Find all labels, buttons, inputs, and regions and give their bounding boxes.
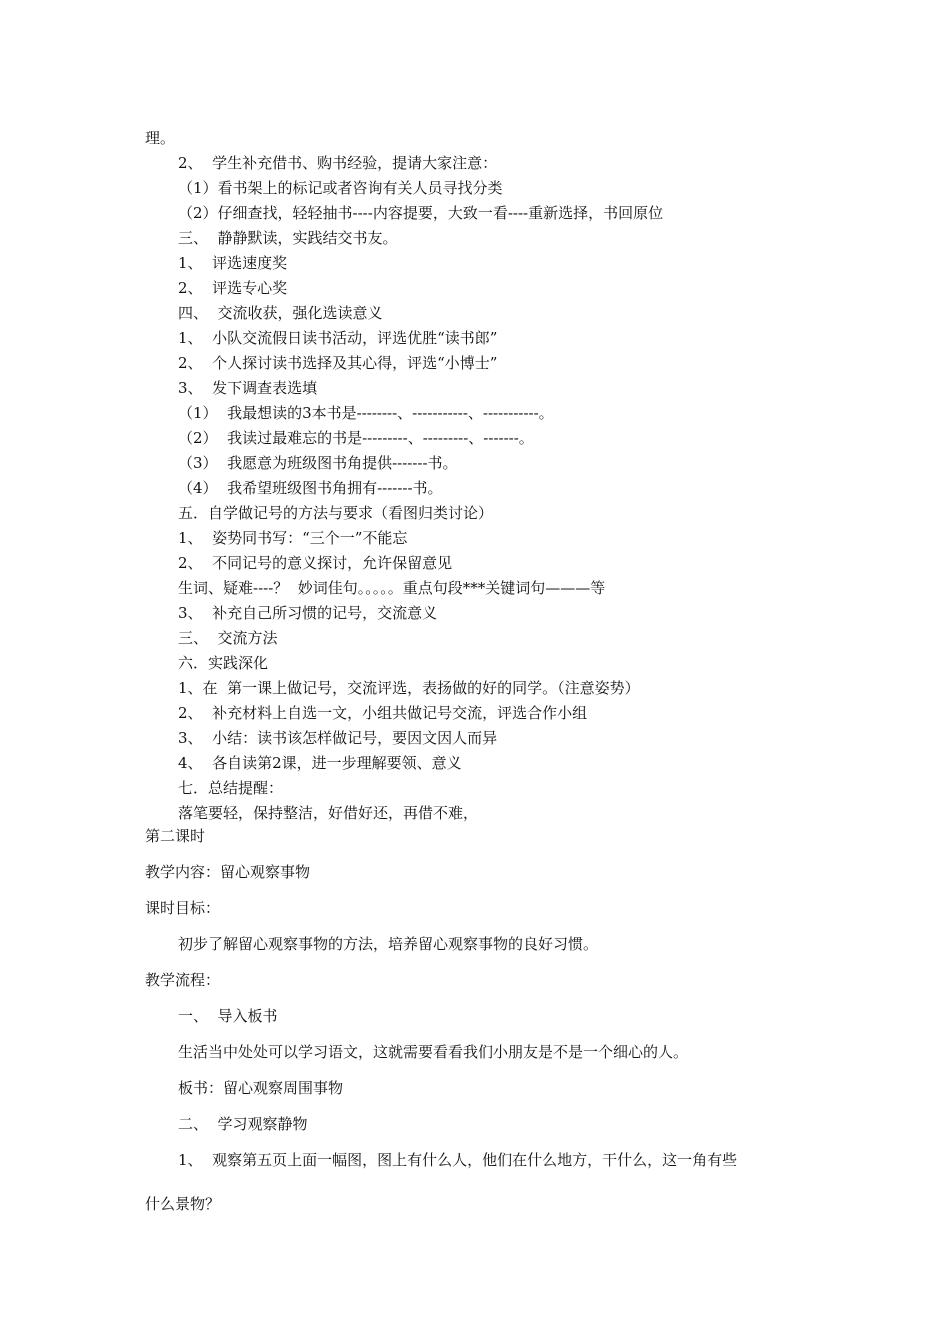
text-line: 六．实践深化 xyxy=(178,654,269,672)
text-line: 课时目标： xyxy=(145,899,221,917)
text-line: 1、在 第一课上做记号，交流评选，表扬做的好的同学。（注意姿势） xyxy=(178,679,640,697)
text-line: 三、 静静默读，实践结交书友。 xyxy=(178,229,398,247)
text-line: 3、 小结：读书该怎样做记号，要因文因人而异 xyxy=(178,729,498,747)
text-line: 板书：留心观察周围事物 xyxy=(178,1079,344,1097)
text-line: （3） 我愿意为班级图书角提供-------书。 xyxy=(178,454,458,472)
text-line: 2、 个人探讨读书选择及其心得，评选“小博士” xyxy=(178,354,498,372)
text-line: 理。 xyxy=(145,129,176,147)
section-heading: 第二课时 xyxy=(145,827,206,845)
text-line: 1、 小队交流假日读书活动，评选优胜“读书郎” xyxy=(178,329,498,347)
text-line: 1、 观察第五页上面一幅图，图上有什么人，他们在什么地方，干什么，这一角有些 xyxy=(178,1151,738,1169)
text-line: 1、 姿势同书写：“三个一”不能忘 xyxy=(178,529,408,547)
text-line: （4） 我希望班级图书角拥有-------书。 xyxy=(178,479,443,497)
text-line: 教学流程： xyxy=(145,971,221,989)
text-line: 七．总结提醒： xyxy=(178,779,284,797)
text-line: 2、 评选专心奖 xyxy=(178,279,288,297)
text-line: 初步了解留心观察事物的方法，培养留心观察事物的良好习惯。 xyxy=(178,935,599,953)
text-line: 3、 发下调查表选填 xyxy=(178,379,318,397)
text-line: 生活当中处处可以学习语文，这就需要看看我们小朋友是不是一个细心的人。 xyxy=(178,1043,689,1061)
text-line: 2、 不同记号的意义探讨，允许保留意见 xyxy=(178,554,453,572)
text-line: 生词、疑难----？ 妙词佳句。。。。。重点句段***关键词句———等 xyxy=(178,579,606,597)
text-line: （1） 我最想读的3本书是--------、-----------、-----------。 xyxy=(178,404,554,422)
text-line: （1）看书架上的标记或者咨询有关人员寻找分类 xyxy=(178,179,503,197)
text-line: （2）仔细查找，轻轻抽书----内容提要，大致一看----重新选择，书回原位 xyxy=(178,204,664,222)
text-line: 什么景物？ xyxy=(145,1195,221,1213)
text-line: 2、 补充材料上自选一文，小组共做记号交流，评选合作小组 xyxy=(178,704,588,722)
text-line: 五．自学做记号的方法与要求（看图归类讨论） xyxy=(178,504,494,522)
text-line: 3、 补充自己所习惯的记号，交流意义 xyxy=(178,604,438,622)
text-line: 三、 交流方法 xyxy=(178,629,278,647)
text-line: 1、 评选速度奖 xyxy=(178,254,288,272)
text-line: 教学内容：留心观察事物 xyxy=(145,863,311,881)
text-line: 落笔要轻，保持整洁，好借好还，再借不难， xyxy=(178,804,479,822)
text-line: 四、 交流收获，强化选读意义 xyxy=(178,304,383,322)
text-line: 2、 学生补充借书、购书经验，提请大家注意： xyxy=(178,154,498,172)
text-line: 一、 导入板书 xyxy=(178,1007,278,1025)
text-line: 4、 各自读第2课，进一步理解要领、意义 xyxy=(178,754,462,772)
text-line: 二、 学习观察静物 xyxy=(178,1115,308,1133)
text-line: （2） 我读过最难忘的书是---------、---------、-------。 xyxy=(178,429,534,447)
